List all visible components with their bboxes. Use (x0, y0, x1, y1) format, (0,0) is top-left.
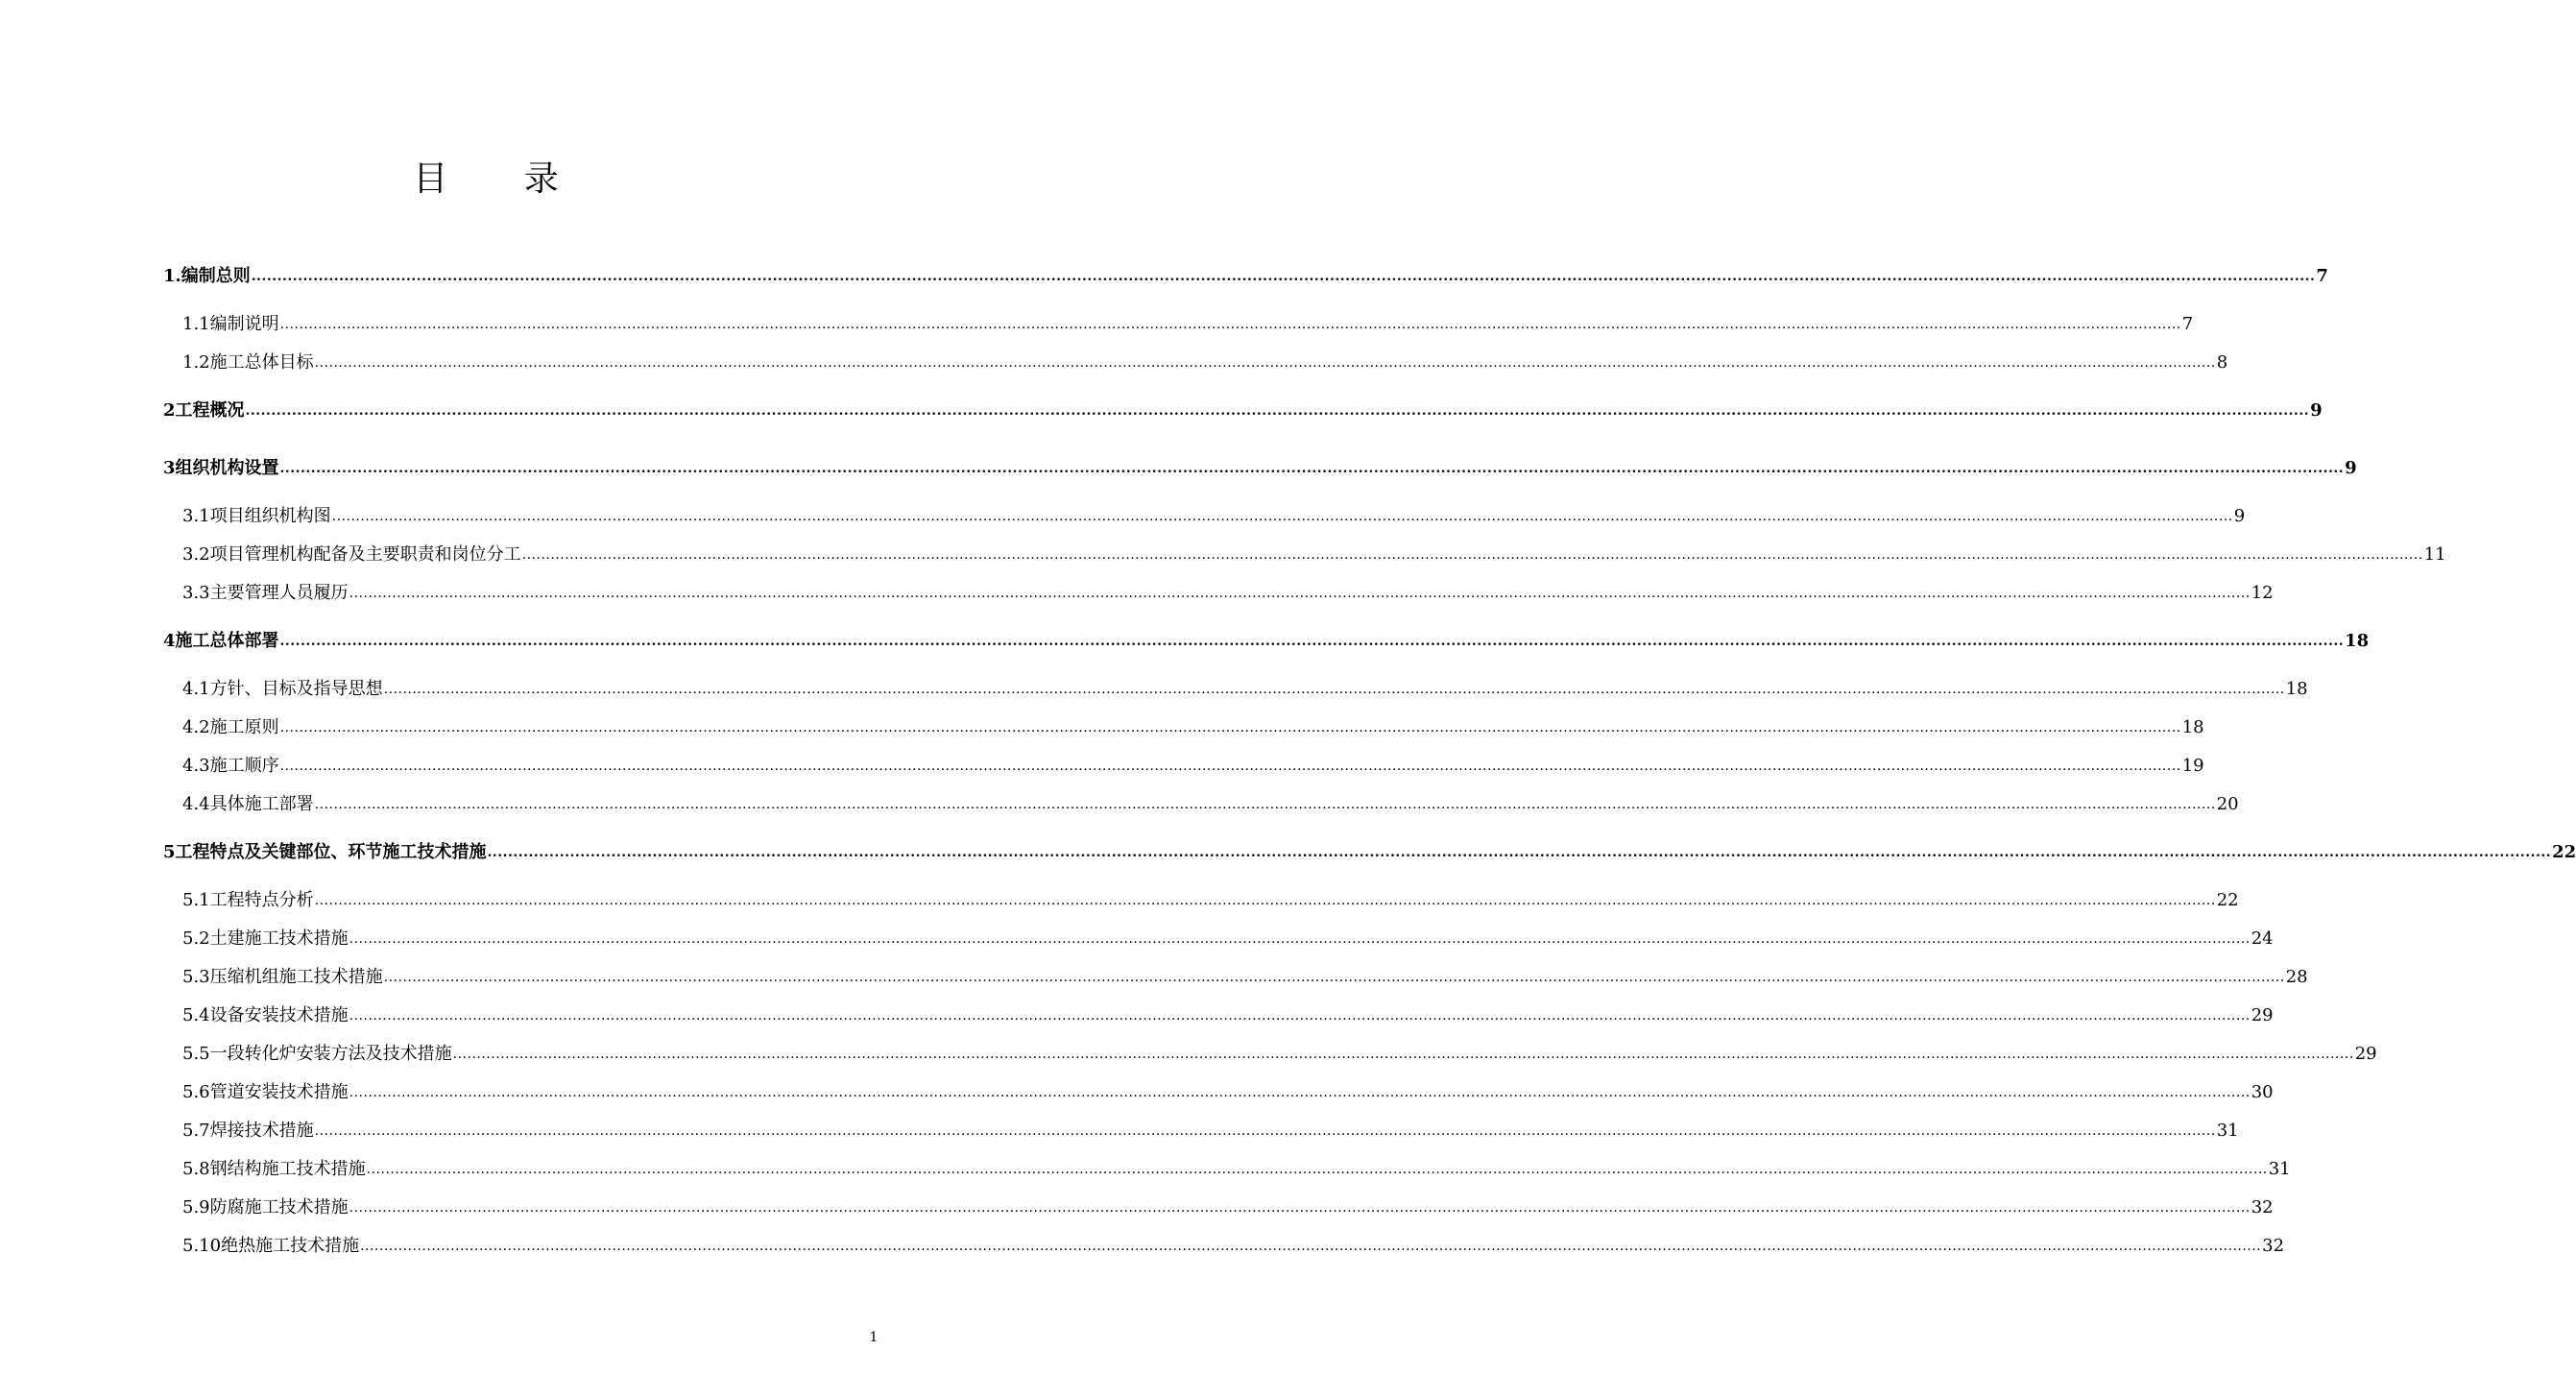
toc-entry-page: 7 (2316, 266, 2328, 286)
toc-dot-leader: ................................................................................................................................................................................................................................................................................................................................................................................................................ (452, 1047, 2354, 1062)
toc-dot-leader: ................................................................................................................................................................................................................................................................................................................................................................................................................ (314, 1123, 2216, 1139)
toc-entry-page: 32 (2251, 1197, 2274, 1217)
toc-subsection-entry[interactable] (182, 582, 2274, 605)
toc-entry-number: 5.5 (182, 1044, 210, 1064)
toc-entry-title: 施工原则 (209, 717, 279, 737)
toc-dot-leader: ................................................................................................................................................................................................................................................................................................................................................................................................................ (366, 1162, 2268, 1177)
toc-entry-title: 施工总体部署 (175, 631, 279, 651)
toc-dot-leader: ................................................................................................................................................................................................................................................................................................................................................................................................................ (314, 355, 2216, 371)
toc-dot-leader: ................................................................................................................................................................................................................................................................................................................................................................................................................ (314, 893, 2216, 908)
toc-section-entry[interactable] (163, 265, 2328, 288)
toc-title: 目 录 (413, 159, 591, 199)
toc-subsection-entry[interactable] (182, 1235, 2285, 1258)
toc-entry-number: 5.1 (182, 890, 210, 910)
toc-entry-page: 7 (2181, 314, 2194, 334)
toc-entry-number: 5.6 (182, 1082, 210, 1102)
toc-entry-number: 1.2 (182, 352, 210, 373)
toc-dot-leader: ................................................................................................................................................................................................................................................................................................................................................................................................................ (487, 845, 2552, 860)
toc-entry-page: 24 (2251, 928, 2274, 949)
toc-subsection-entry[interactable] (182, 313, 2194, 336)
toc-entry-page: 29 (2354, 1044, 2377, 1064)
toc-subsection-entry[interactable] (182, 351, 2228, 374)
toc-entry-number: 5.10 (182, 1236, 222, 1256)
toc-entry-title: 施工顺序 (209, 756, 279, 776)
toc-subsection-entry[interactable] (182, 1158, 2291, 1181)
toc-entry-title: 方针、目标及指导思想 (209, 679, 383, 699)
toc-entry-title: 土建施工技术措施 (209, 928, 349, 949)
toc-entry-number: 4.2 (182, 717, 210, 737)
toc-entry-page: 9 (2233, 506, 2246, 526)
toc-subsection-entry[interactable] (182, 928, 2274, 951)
toc-entry-title: 压缩机组施工技术措施 (209, 967, 383, 987)
toc-entry-title: 防腐施工技术措施 (209, 1197, 349, 1217)
toc-dot-leader: ................................................................................................................................................................................................................................................................................................................................................................................................................ (349, 931, 2251, 947)
toc-entry-title: 一段转化炉安装方法及技术措施 (209, 1044, 452, 1064)
toc-entry-title: 编制说明 (209, 314, 279, 334)
toc-subsection-entry[interactable] (182, 1004, 2274, 1027)
toc-entry-title: 项目组织机构图 (209, 506, 331, 526)
toc-entry-title: 编制总则 (181, 266, 251, 286)
toc-entry-title: 主要管理人员履历 (209, 583, 349, 603)
toc-entry-page: 9 (2310, 400, 2323, 421)
page-number: 1 (869, 1330, 879, 1345)
toc-entry-page: 11 (2423, 544, 2446, 565)
toc-subsection-entry[interactable] (182, 716, 2204, 739)
toc-subsection-entry[interactable] (182, 755, 2204, 778)
toc-entry-page: 30 (2251, 1082, 2274, 1102)
toc-dot-leader: ................................................................................................................................................................................................................................................................................................................................................................................................................ (331, 509, 2233, 524)
toc-entry-number: 2 (163, 400, 176, 421)
toc-entry-page: 31 (2268, 1159, 2291, 1179)
toc-entry-page: 9 (2345, 458, 2357, 478)
toc-entry-number: 5 (163, 842, 176, 862)
toc-entry-number: 3.3 (182, 583, 210, 603)
toc-entry-page: 18 (2285, 679, 2308, 699)
toc-dot-leader: ................................................................................................................................................................................................................................................................................................................................................................................................................ (245, 403, 2310, 419)
toc-dot-leader: ................................................................................................................................................................................................................................................................................................................................................................................................................ (279, 759, 2181, 774)
toc-entry-page: 20 (2216, 794, 2239, 814)
toc-entry-title: 工程概况 (175, 400, 245, 421)
toc-entry-number: 5.2 (182, 928, 210, 949)
toc-section-entry[interactable] (163, 457, 2357, 480)
toc-entry-number: 1. (163, 266, 181, 286)
toc-entry-page: 12 (2251, 583, 2274, 603)
toc-subsection-entry[interactable] (182, 1081, 2274, 1104)
toc-entry-title: 焊接技术措施 (209, 1121, 314, 1141)
toc-entry-number: 3 (163, 458, 176, 478)
toc-entry-page: 28 (2285, 967, 2308, 987)
toc-entry-number: 4.1 (182, 679, 210, 699)
toc-dot-leader: ................................................................................................................................................................................................................................................................................................................................................................................................................ (521, 547, 2423, 563)
toc-entry-number: 4.4 (182, 794, 210, 814)
toc-dot-leader: ................................................................................................................................................................................................................................................................................................................................................................................................................ (251, 269, 2316, 284)
toc-entry-title: 设备安装技术措施 (209, 1005, 349, 1025)
toc-entry-page: 19 (2181, 756, 2204, 776)
toc-subsection-entry[interactable] (182, 793, 2239, 816)
toc-entry-title: 施工总体目标 (209, 352, 314, 373)
toc-entry-page: 18 (2181, 717, 2204, 737)
toc-entry-page: 31 (2216, 1121, 2239, 1141)
toc-dot-leader: ................................................................................................................................................................................................................................................................................................................................................................................................................ (279, 461, 2345, 476)
toc-entry-number: 4.3 (182, 756, 210, 776)
toc-dot-leader: ................................................................................................................................................................................................................................................................................................................................................................................................................ (279, 317, 2181, 332)
toc-entry-number: 4 (163, 631, 176, 651)
toc-entry-title: 具体施工部署 (209, 794, 314, 814)
toc-entry-page: 22 (2216, 890, 2239, 910)
toc-entry-title: 钢结构施工技术措施 (209, 1159, 366, 1179)
toc-subsection-entry[interactable] (182, 1196, 2274, 1219)
toc-dot-leader: ................................................................................................................................................................................................................................................................................................................................................................................................................ (349, 586, 2251, 601)
toc-entry-page: 29 (2251, 1005, 2274, 1025)
toc-dot-leader: ................................................................................................................................................................................................................................................................................................................................................................................................................ (279, 720, 2181, 735)
toc-entry-number: 3.2 (182, 544, 210, 565)
toc-entry-number: 5.3 (182, 967, 210, 987)
toc-entry-title: 项目管理机构配备及主要职责和岗位分工 (209, 544, 521, 565)
toc-entry-number: 5.7 (182, 1121, 210, 1141)
toc-entry-number: 1.1 (182, 314, 210, 334)
toc-dot-leader: ................................................................................................................................................................................................................................................................................................................................................................................................................ (349, 1008, 2251, 1024)
toc-subsection-entry[interactable] (182, 966, 2308, 989)
toc-subsection-entry[interactable] (182, 543, 2446, 566)
toc-entry-page: 8 (2216, 352, 2228, 373)
toc-entry-title: 管道安装技术措施 (209, 1082, 349, 1102)
toc-section-entry[interactable] (163, 630, 2370, 653)
toc-dot-leader: ................................................................................................................................................................................................................................................................................................................................................................................................................ (279, 634, 2345, 649)
toc-entry-title: 组织机构设置 (175, 458, 279, 478)
toc-dot-leader: ................................................................................................................................................................................................................................................................................................................................................................................................................ (314, 797, 2216, 812)
toc-dot-leader: ................................................................................................................................................................................................................................................................................................................................................................................................................ (349, 1200, 2251, 1216)
toc-subsection-entry[interactable] (182, 1043, 2377, 1066)
toc-entry-number: 3.1 (182, 506, 210, 526)
toc-entry-page: 18 (2345, 631, 2370, 651)
toc-dot-leader: ................................................................................................................................................................................................................................................................................................................................................................................................................ (349, 1085, 2251, 1100)
toc-subsection-entry[interactable] (182, 505, 2246, 528)
toc-entry-number: 5.9 (182, 1197, 210, 1217)
toc-section-entry[interactable] (163, 841, 2576, 864)
toc-entry-title: 绝热施工技术措施 (221, 1236, 360, 1256)
toc-dot-leader: ................................................................................................................................................................................................................................................................................................................................................................................................................ (383, 682, 2285, 697)
toc-subsection-entry[interactable] (182, 889, 2239, 912)
toc-dot-leader: ................................................................................................................................................................................................................................................................................................................................................................................................................ (383, 970, 2285, 985)
toc-entry-title: 工程特点分析 (209, 890, 314, 910)
toc-subsection-entry[interactable] (182, 1120, 2239, 1143)
toc-subsection-entry[interactable] (182, 678, 2308, 701)
toc-dot-leader: ................................................................................................................................................................................................................................................................................................................................................................................................................ (360, 1239, 2262, 1254)
toc-entry-number: 5.4 (182, 1005, 210, 1025)
toc-entry-page: 32 (2262, 1236, 2285, 1256)
toc-section-entry[interactable] (163, 399, 2323, 422)
toc-entry-title: 工程特点及关键部位、环节施工技术措施 (175, 842, 487, 862)
toc-entry-page: 22 (2552, 842, 2576, 862)
toc-entry-number: 5.8 (182, 1159, 210, 1179)
